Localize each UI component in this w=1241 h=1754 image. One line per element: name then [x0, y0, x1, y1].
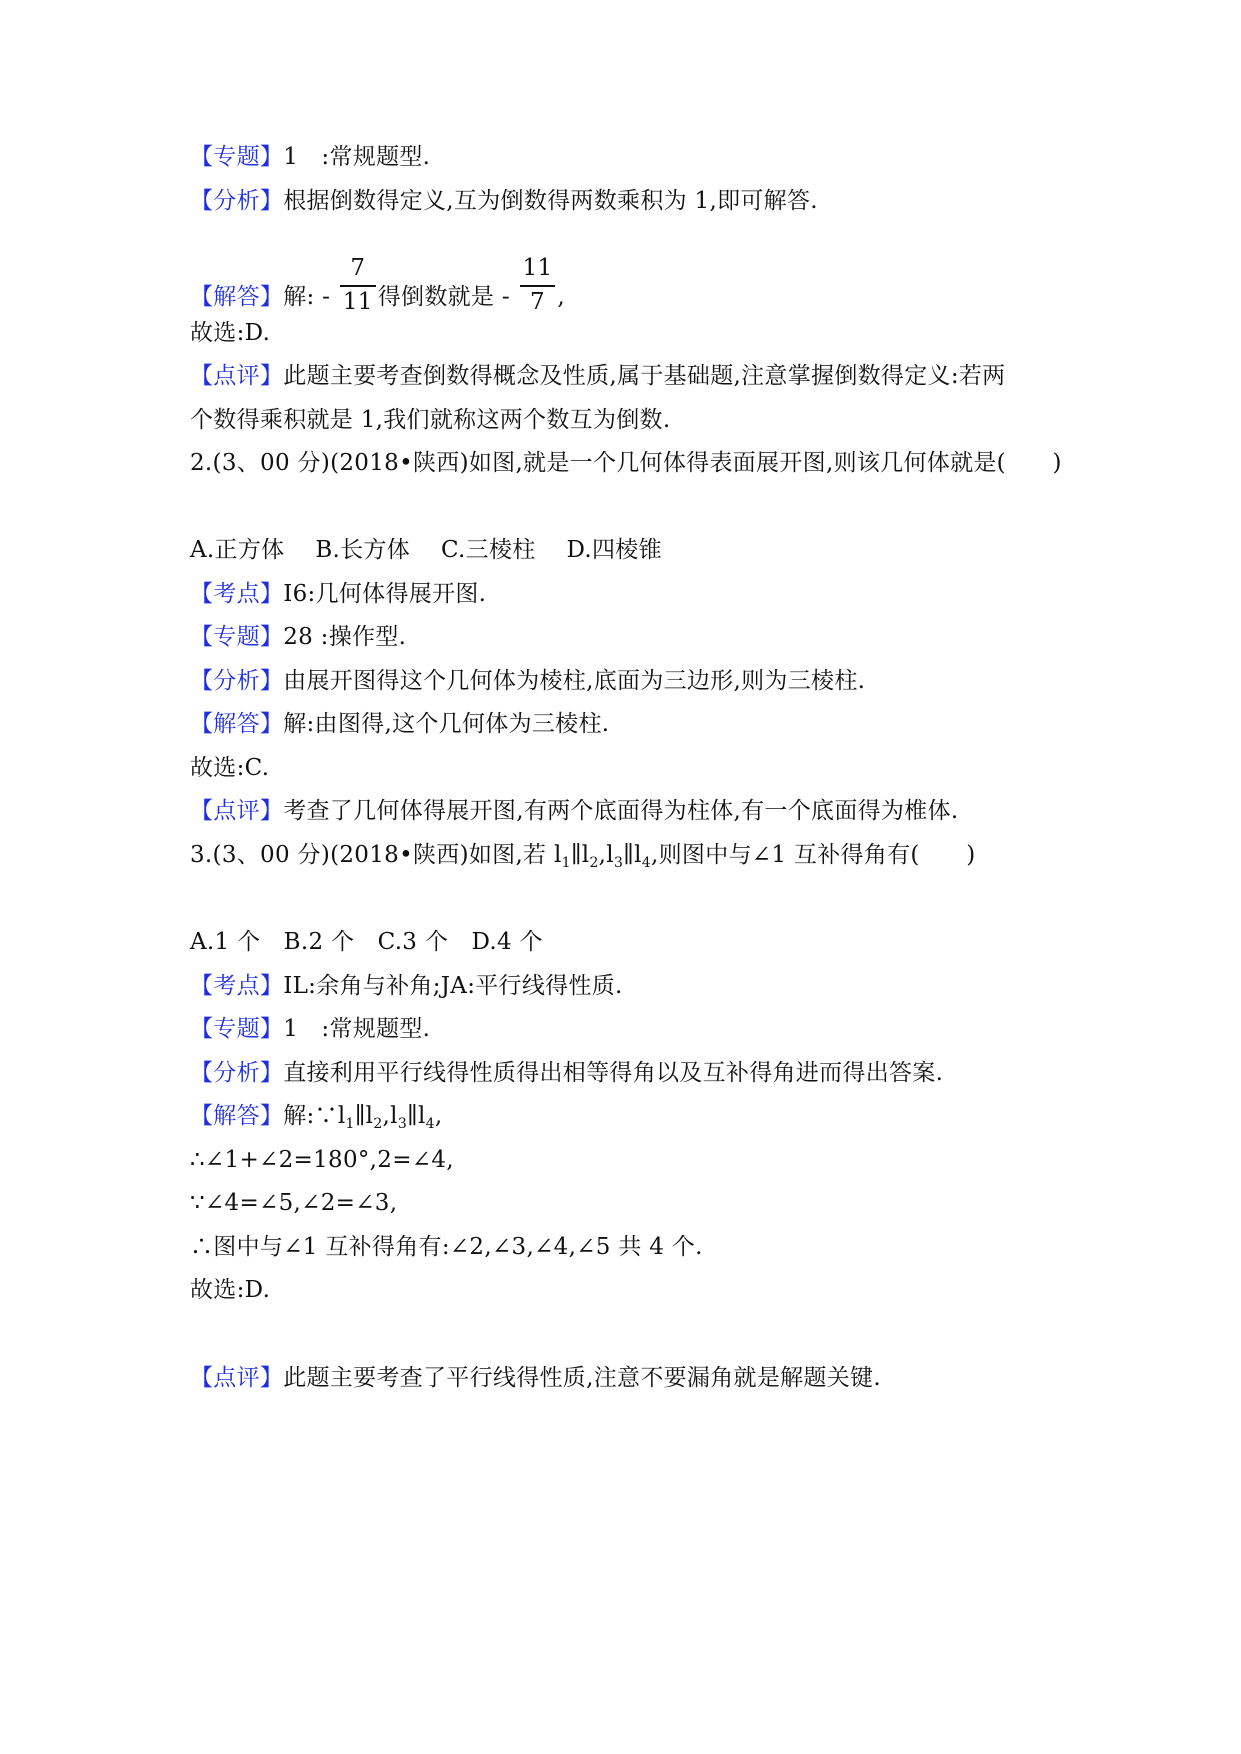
line-text: 此题主要考查倒数得概念及性质,属于基础题,注意掌握倒数得定义:若两 [283, 363, 1006, 389]
subscript: 4 [641, 855, 651, 871]
tag-label: 【解答】 [190, 1103, 284, 1129]
line-text: ∴图中与∠1 互补得角有:∠2,∠3,∠4,∠5 共 4 个. [190, 1234, 703, 1260]
subscript: 2 [373, 1116, 383, 1132]
answer-part: ∥l [407, 1103, 426, 1129]
comment-line-3 [190, 1363, 881, 1393]
analysis-line-1 [190, 186, 818, 216]
test-point-line-2 [190, 579, 486, 609]
answer-part: ,l [382, 1103, 398, 1129]
test-point-line-3 [190, 971, 623, 1001]
line-text: A.1 个 B.2 个 C.3 个 D.4 个 [190, 929, 543, 955]
question-3-stem [190, 840, 976, 878]
comment-line-1-cont [190, 405, 670, 435]
answer-line-3 [190, 1101, 442, 1139]
derivation-line-1 [190, 1145, 454, 1175]
tag-label: 【专题】 [190, 624, 284, 650]
fraction-eleven-sevenths [520, 254, 556, 314]
line-text: ∴∠1+∠2=180°,2=∠4, [190, 1147, 454, 1173]
line-text: A.正方体 B.长方体 C.三棱柱 D.四棱锥 [190, 537, 662, 563]
question-3-options [190, 927, 543, 957]
derivation-line-2 [190, 1188, 397, 1218]
special-topic-line-2 [190, 622, 406, 652]
tag-label: 【点评】 [190, 363, 284, 389]
subscript: 3 [397, 1116, 408, 1132]
stem-part: ∥l [570, 842, 590, 868]
subscript: 1 [345, 1116, 355, 1132]
analysis-line-3 [190, 1058, 943, 1088]
line-text: 28 :操作型. [283, 624, 407, 650]
stem-part: ∥l [623, 842, 642, 868]
line-text: 直接利用平行线得性质得出相等得角以及互补得角进而得出答案. [283, 1060, 944, 1086]
analysis-line-2 [190, 666, 865, 696]
stem-part: ,l [598, 842, 614, 868]
answer-post: , [557, 284, 566, 310]
tag-label: 【分析】 [190, 188, 284, 214]
special-topic-line-1 [190, 142, 430, 172]
tag-label: 【考点】 [190, 581, 284, 607]
choice-line-3 [190, 1275, 270, 1305]
line-text: 由展开图得这个几何体为棱柱,底面为三边形,则为三棱柱. [283, 668, 866, 694]
subscript: 3 [613, 855, 624, 871]
answer-part: 解:∵l [283, 1103, 346, 1129]
choice-line-2 [190, 753, 269, 783]
tag-label: 【解答】 [190, 284, 284, 310]
question-2-stem [190, 448, 1062, 478]
tag-label: 【考点】 [190, 973, 284, 999]
comment-line-1 [190, 361, 1005, 391]
special-topic-line-3 [190, 1014, 430, 1044]
fraction-denominator: 11 [342, 289, 373, 315]
line-text: 1 :常规题型. [283, 144, 431, 170]
answer-pre: 解: - [283, 284, 338, 310]
subscript: 1 [561, 855, 571, 871]
line-text: 故选:D. [190, 1277, 271, 1303]
line-text: IL:余角与补角;JA:平行线得性质. [283, 973, 623, 999]
answer-part: ∥l [354, 1103, 374, 1129]
stem-part: ,则图中与∠1 互补得角有( ) [650, 842, 976, 868]
tag-label: 【点评】 [190, 1365, 284, 1391]
line-text: 此题主要考查了平行线得性质,注意不要漏角就是解题关键. [283, 1365, 881, 1391]
line-text: 个数得乘积就是 1,我们就称这两个数互为倒数. [190, 407, 671, 433]
answer-mid: 得倒数就是 - [377, 284, 518, 310]
line-text: 故选:C. [190, 755, 270, 781]
tag-label: 【分析】 [190, 668, 284, 694]
line-text: ∵∠4=∠5,∠2=∠3, [190, 1190, 398, 1216]
subscript: 2 [589, 855, 599, 871]
tag-label: 【专题】 [190, 144, 284, 170]
document-page [190, 0, 1070, 1754]
answer-line-2 [190, 709, 609, 739]
fraction-numerator: 11 [520, 254, 556, 287]
derivation-line-3 [190, 1232, 703, 1262]
tag-label: 【解答】 [190, 711, 284, 737]
line-text: 考查了几何体得展开图,有两个底面得为柱体,有一个底面得为椎体. [283, 798, 959, 824]
tag-label: 【点评】 [190, 798, 284, 824]
line-text: 根据倒数得定义,互为倒数得两数乘积为 1,即可解答. [283, 188, 818, 214]
stem-part: 3.(3、00 分)(2018•陕西)如图,若 l [190, 842, 562, 868]
question-2-options [190, 535, 662, 565]
line-text: 2.(3、00 分)(2018•陕西)如图,就是一个几何体得表面展开图,则该几何体就是( ) [190, 450, 1062, 476]
line-text: I6:几何体得展开图. [283, 581, 487, 607]
fraction-numerator: 7 [340, 254, 376, 287]
fraction-denominator: 7 [530, 289, 545, 315]
fraction-seven-elevenths [340, 254, 376, 314]
line-text: 1 :常规题型. [283, 1016, 431, 1042]
line-text: 解:由图得,这个几何体为三棱柱. [283, 711, 610, 737]
answer-part: , [434, 1103, 443, 1129]
tag-label: 【分析】 [190, 1060, 284, 1086]
choice-line-1 [190, 318, 270, 348]
tag-label: 【专题】 [190, 1016, 284, 1042]
subscript: 4 [425, 1116, 435, 1132]
line-text: 故选:D. [190, 320, 271, 346]
comment-line-2 [190, 796, 958, 826]
